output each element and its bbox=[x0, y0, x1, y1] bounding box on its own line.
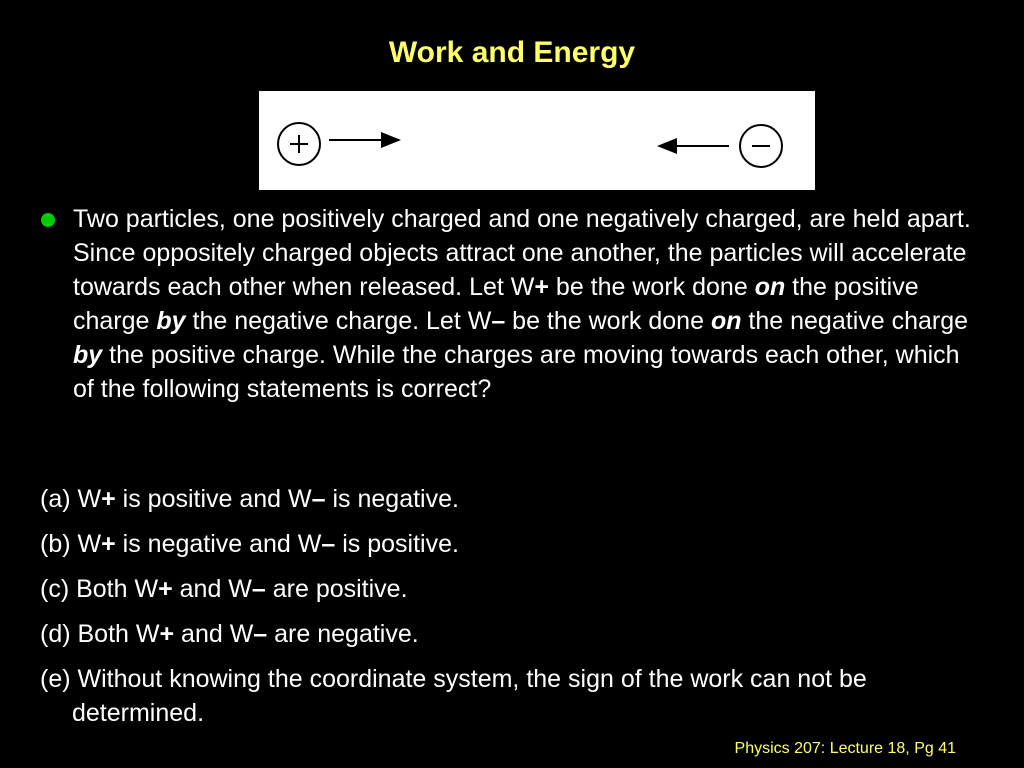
option-e: (e) Without knowing the coordinate system, the sign of the work can not be determined. bbox=[40, 665, 867, 727]
option-d: (d) Both W+ and W– are negative. bbox=[40, 620, 419, 648]
option-a: (a) W+ is positive and W– is negative. bbox=[40, 485, 459, 513]
question-part: the negative charge. Let W bbox=[185, 307, 492, 335]
positive-charge-icon bbox=[278, 123, 320, 165]
charges-diagram-svg bbox=[259, 91, 815, 190]
slide-title: Work and Energy bbox=[388, 36, 636, 69]
question-part: the positive charge bbox=[73, 273, 919, 335]
question-part: the positive charge. While the charges are moving towards each other, which of the following statements is correct? bbox=[73, 341, 960, 403]
slide-footer: Physics 207: Lecture 18, Pg 41 bbox=[734, 740, 956, 757]
minus-subscript: – bbox=[491, 307, 506, 335]
emphasis-by: by bbox=[73, 341, 103, 369]
emphasis-on: on bbox=[710, 307, 742, 335]
question-part: Two particles, one positively charged and one negatively charged, are held apart. Since oppositely charged objects attract one another, the particles will accelerate towards each other when released. Let W bbox=[73, 205, 971, 301]
answer-options bbox=[40, 482, 990, 741]
question-text bbox=[73, 202, 986, 406]
option-b: (b) W+ is negative and W– is positive. bbox=[40, 530, 459, 558]
question-part: the negative charge bbox=[741, 307, 969, 335]
negative-charge-icon bbox=[740, 125, 782, 167]
emphasis-on: on bbox=[754, 273, 786, 301]
question-part: be the work done bbox=[548, 273, 755, 301]
question-part: be the work done bbox=[505, 307, 711, 335]
question-bullet bbox=[36, 202, 986, 406]
emphasis-by: by bbox=[156, 307, 186, 335]
charges-diagram bbox=[259, 91, 815, 190]
option-c: (c) Both W+ and W– are positive. bbox=[40, 575, 408, 603]
bullet-dot-icon bbox=[41, 213, 55, 227]
plus-subscript: + bbox=[534, 273, 549, 301]
